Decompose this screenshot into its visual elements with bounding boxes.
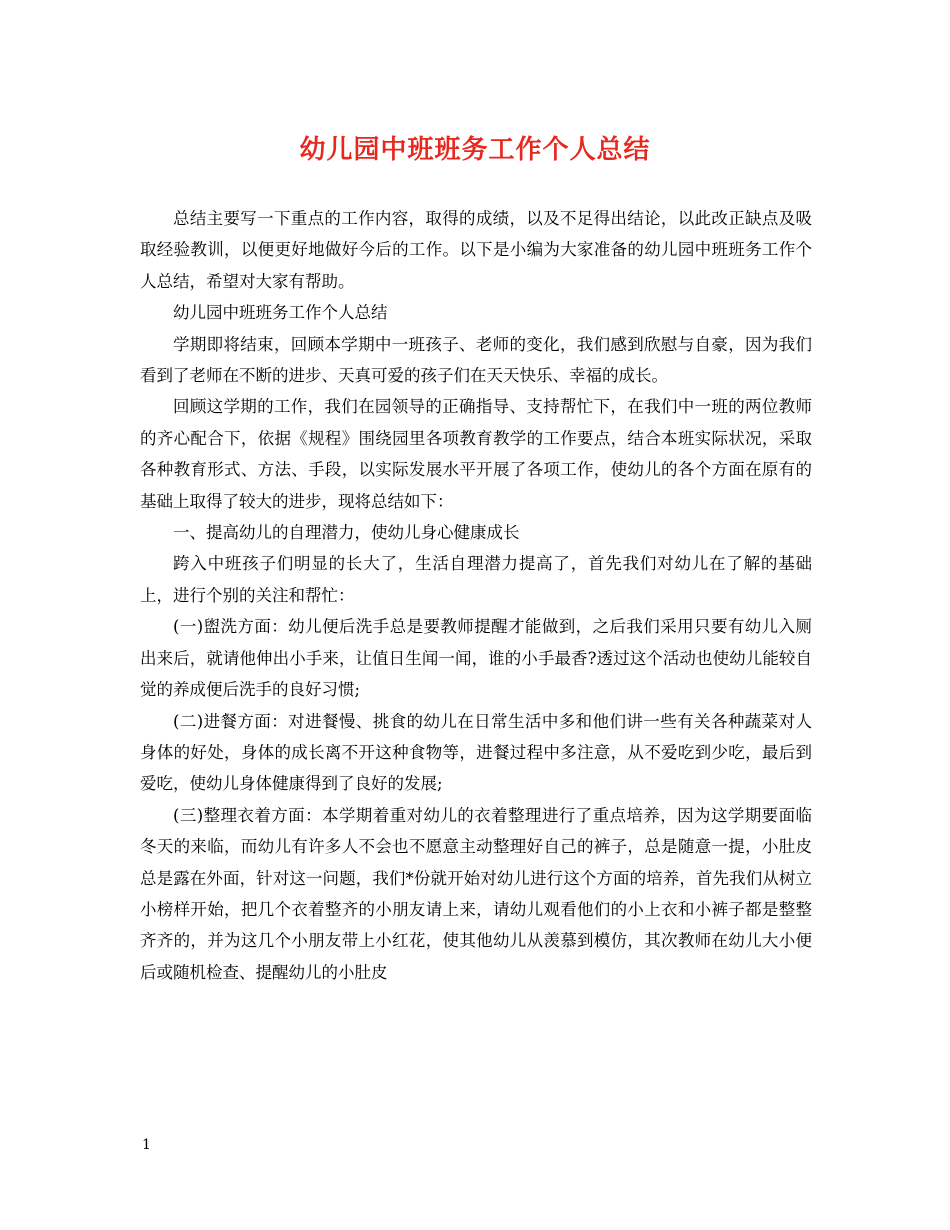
page-number: 1 [142, 1137, 151, 1153]
paragraph-washing: (一)盥洗方面：幼儿便后洗手总是要教师提醒才能做到，之后我们采用只要有幼儿入厕出来后，就请他伸出小手来，让值日生闻一闻，谁的小手最香?透过这个活动也使幼儿能较自觉的养成便后洗手的良好习惯; [140, 617, 812, 700]
paragraph-self-care: 跨入中班孩子们明显的长大了，生活自理潜力提高了，首先我们对幼儿在了解的基础上，进行个别的关注和帮忙： [140, 554, 812, 605]
paragraph-intro: 总结主要写一下重点的工作内容，取得的成绩，以及不足得出结论，以此改正缺点及吸取经验教训，以便更好地做好今后的工作。以下是小编为大家准备的幼儿园中班班务工作个人总结，希望对大家有帮助。 [140, 209, 812, 291]
paragraph-work-review: 回顾这学期的工作，我们在园领导的正确指导、支持帮忙下，在我们中一班的两位教师的齐心配合下，依据《规程》围绕园里各项教育教学的工作要点，结合本班实际状况，采取各种教育形式、方法、手段，以实际发展水平开展了各项工作，使幼儿的各个方面在原有的基础上取得了较大的进步，现将总结如下： [140, 397, 812, 511]
document-title: 幼儿园中班班务工作个人总结 [299, 135, 651, 165]
paragraph-eating: (二)进餐方面：对进餐慢、挑食的幼儿在日常生活中多和他们讲一些有关各种蔬菜对人身体的好处，身体的成长离不开这种食物等，进餐过程中多注意，从不爱吃到少吃，最后到爱吃，使幼儿身体健康得到了良好的发展; [140, 711, 812, 794]
section-heading-1: 一、提高幼儿的自理潜力，使幼儿身心健康成长 [173, 523, 520, 543]
paragraph-semester-review: 学期即将结束，回顾本学期中一班孩子、老师的变化，我们感到欣慰与自豪，因为我们看到了老师在不断的进步、天真可爱的孩子们在天天快乐、幸福的成长。 [140, 334, 812, 386]
document-body [140, 203, 812, 988]
paragraph-subtitle: 幼儿园中班班务工作个人总结 [173, 303, 388, 323]
paragraph-clothing: (三)整理衣着方面：本学期着重对幼儿的衣着整理进行了重点培养，因为这学期要面临冬天的来临，而幼儿有许多人不会也不愿意主动整理好自己的裤子，总是随意一提，小肚皮总是露在外面，针对这一问题，我们*份就开始对幼儿进行这个方面的培养，首先我们从树立小榜样开始，把几个衣着整齐的小朋友请上来，请幼儿观看他们的小上衣和小裤子都是整整齐齐的，并为这几个小朋友带上小红花，使其他幼儿从羡慕到模仿，其次教师在幼儿大小便后或随机检查、提醒幼儿的小肚皮 [140, 805, 812, 982]
